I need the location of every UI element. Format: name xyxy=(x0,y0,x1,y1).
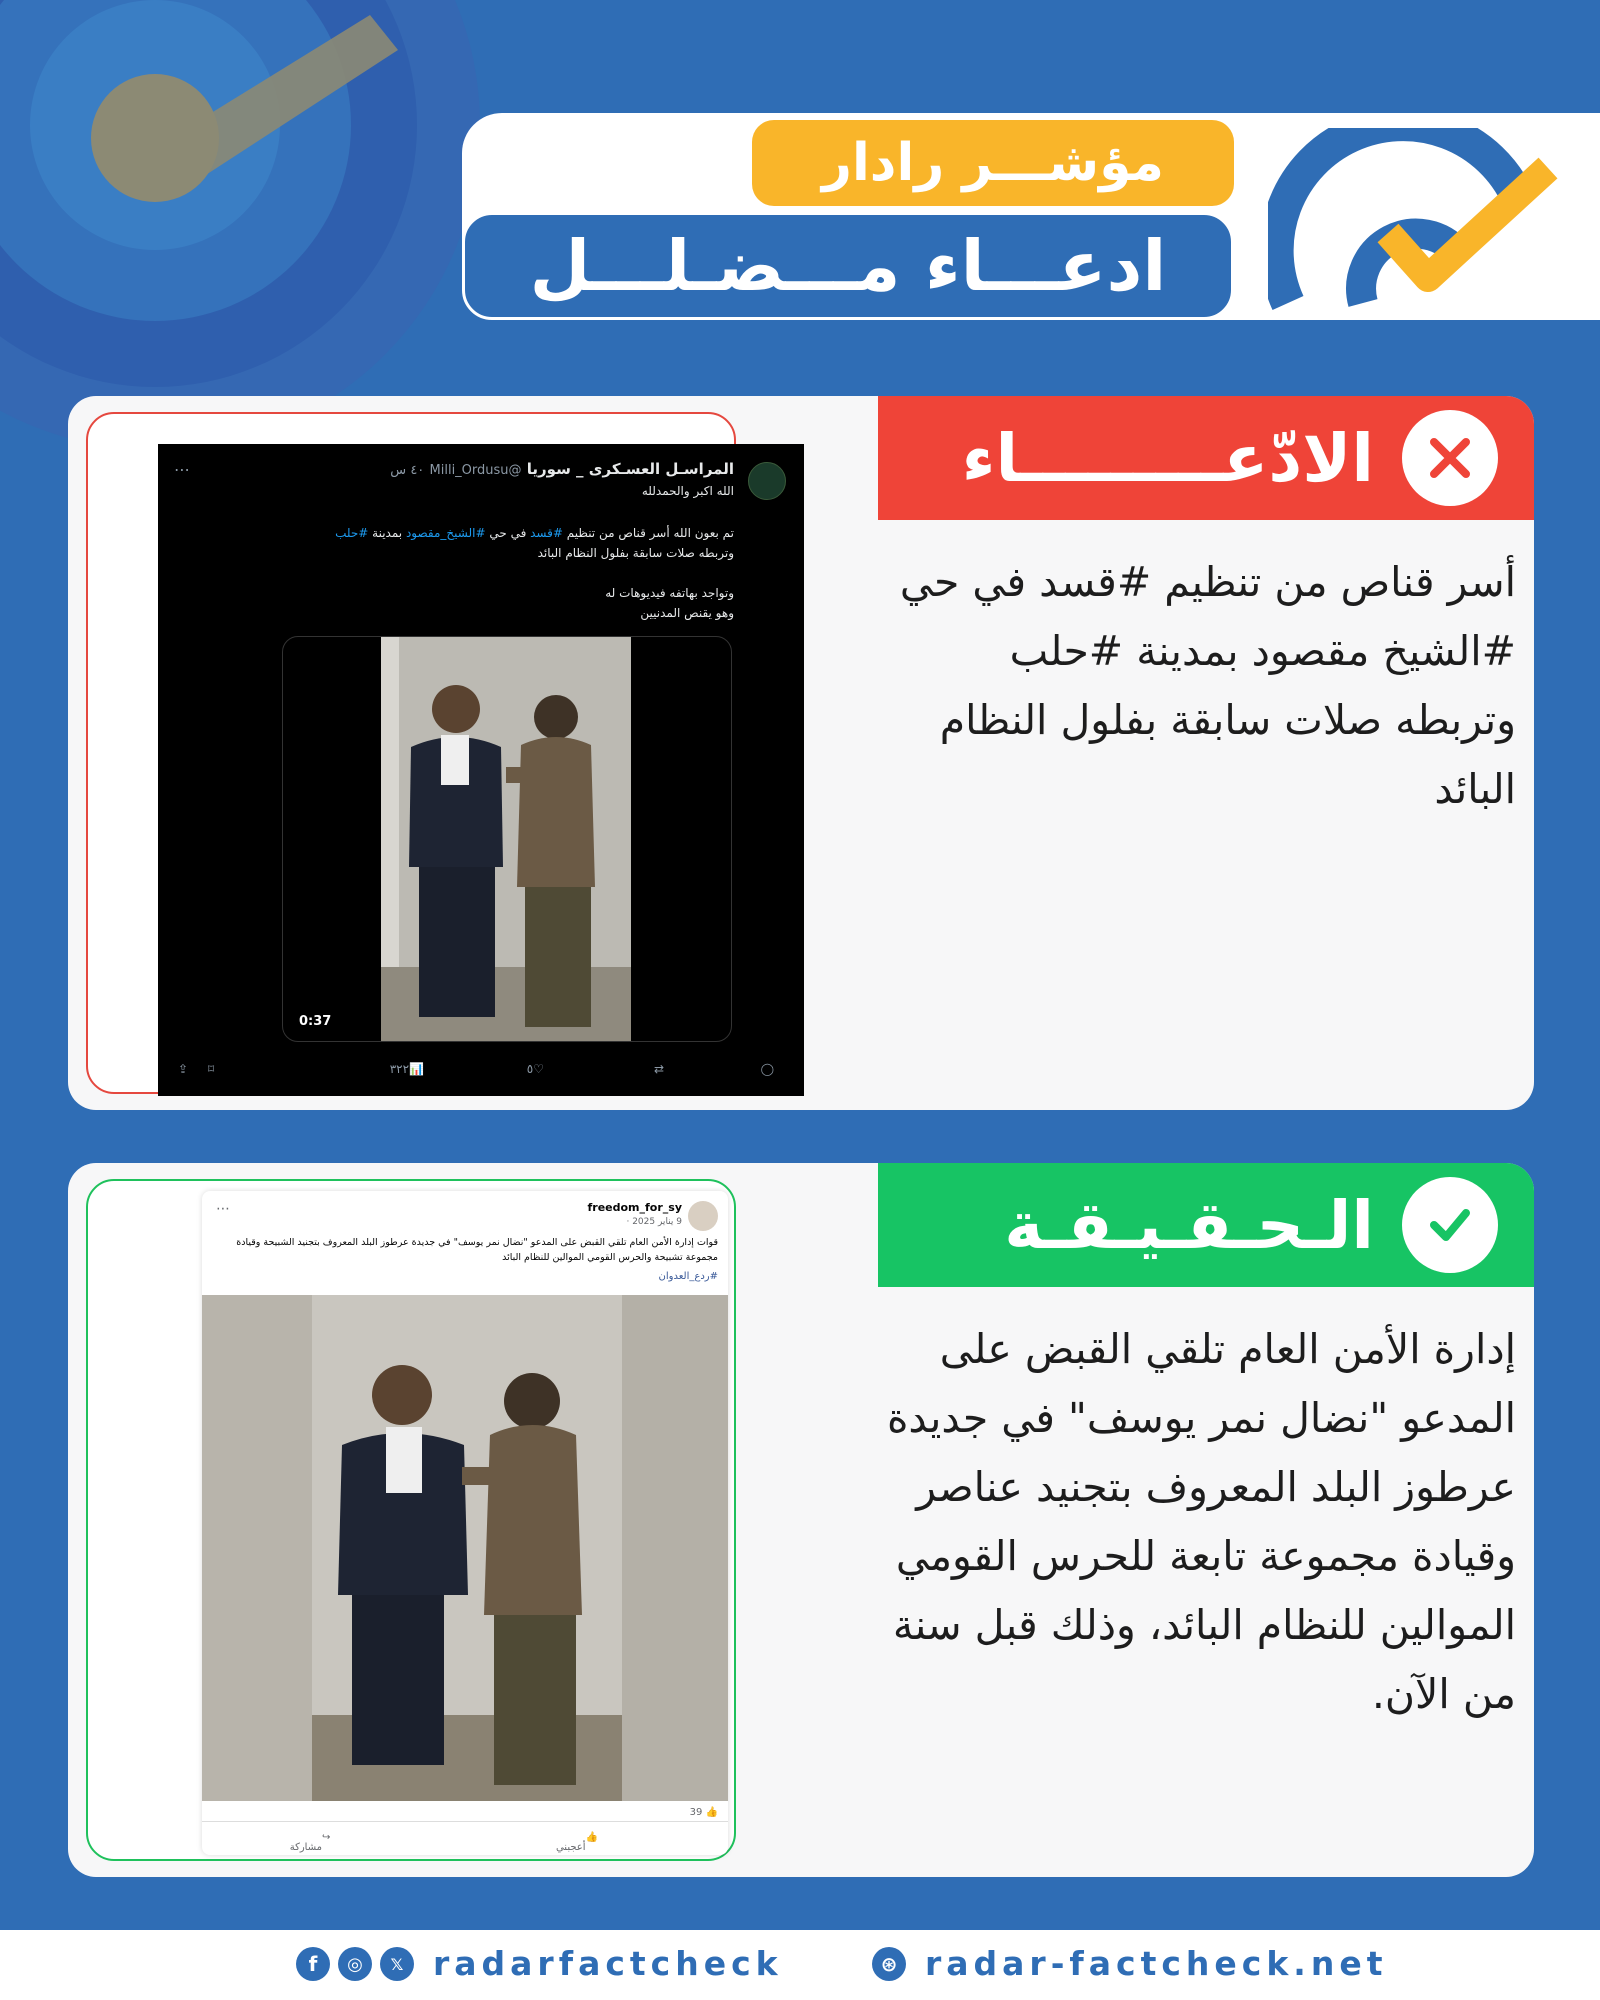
claim-tweet-screenshot xyxy=(158,444,804,1096)
fact-banner xyxy=(878,1163,1534,1287)
views-icon[interactable]: 📊 ٣٢٢ xyxy=(389,1062,424,1076)
share-icon[interactable]: ⇪ xyxy=(178,1062,189,1076)
tweet-author xyxy=(390,460,734,478)
claim-text: أسر قناص من تنظيم #قسد في حي #الشيخ مقصود بمدينة #حلب وتربطه صلات سابقة بفلول النظام البائد xyxy=(899,558,1516,813)
tweet-avatar xyxy=(748,462,786,500)
tweet-line-5: وهو يقنص المدنيين xyxy=(640,606,734,620)
retweet-icon[interactable]: ⇄ xyxy=(653,1062,664,1076)
post-date: 9 يناير 2025 · xyxy=(626,1217,682,1227)
x-icon[interactable]: 𝕏 xyxy=(380,1947,414,1981)
more-icon: ⋯ xyxy=(174,460,190,479)
fact-image-frame xyxy=(86,1179,736,1861)
tweet-line-4: وتواجد بهاتفه فيديوهات له xyxy=(605,586,734,600)
tweet-author-name: المراسـل العسـكرى _ سوريا xyxy=(526,460,734,478)
claim-card xyxy=(68,396,1534,1110)
website-link[interactable]: radar-factcheck.net xyxy=(925,1944,1388,1983)
facebook-icon[interactable]: f xyxy=(296,1947,330,1981)
claim-banner-label: الادّعـــــــــاء xyxy=(961,419,1374,497)
fact-card xyxy=(68,1163,1534,1877)
verdict-title: ادعـــاء مـــضـلـــل xyxy=(462,212,1234,320)
tweet-line-3: وتربطه صلات سابقة بفلول النظام البائد xyxy=(537,546,734,560)
post-actions xyxy=(202,1821,728,1855)
post-author: freedom_for_sy xyxy=(587,1201,682,1214)
post-text: قوات إدارة الأمن العام تلقي القبض على المدعو "نضال نمر يوسف" في جديدة عرطوز البلد المعروف بتجنيد الشبيحة وقيادة مجموعة تشبيحة والحرس القومي الموالين للنظام البائد xyxy=(236,1237,718,1263)
claim-image-frame xyxy=(86,412,774,1094)
tweet-time: ٤٠ س xyxy=(390,463,425,478)
like-icon[interactable]: ♡ ٥ xyxy=(526,1062,544,1076)
bookmark-icon[interactable]: ⌑ xyxy=(208,1062,215,1076)
radar-decoration xyxy=(0,0,480,450)
share-button[interactable]: ↪ مشاركة xyxy=(289,1832,331,1853)
tweet-line-1: الله اكبر والحمدلله xyxy=(641,484,734,498)
tweet-line-2: تم بعون الله أسر قناص من تنظيم #قسد في حي #الشيخ_مقصود بمدينة #حلب xyxy=(335,526,734,540)
tweet-actions xyxy=(178,1062,784,1082)
fact-text: إدارة الأمن العام تلقي القبض على المدعو "نضال نمر يوسف" في جديدة عرطوز البلد المعروف بتجنيد عناصر وقيادة مجموعة تابعة للحرس القومي الموالين للنظام البائد، وذلك قبل سنة من الآن. xyxy=(886,1325,1516,1718)
tweet-video[interactable] xyxy=(282,636,732,1042)
claim-banner xyxy=(878,396,1534,520)
post-photo[interactable] xyxy=(202,1295,728,1801)
check-mark-icon xyxy=(1402,1177,1498,1273)
post-reactions[interactable]: 39 👍 xyxy=(689,1807,718,1818)
video-frame-image xyxy=(282,637,731,1042)
social-handle[interactable]: radarfactcheck xyxy=(433,1944,783,1983)
reply-icon[interactable]: ◯ xyxy=(760,1062,774,1076)
post-hashtag[interactable]: #ردع_العدوان xyxy=(658,1271,718,1282)
post-avatar xyxy=(688,1201,718,1231)
footer xyxy=(0,1930,1600,2000)
x-mark-icon xyxy=(1402,410,1498,506)
instagram-icon[interactable]: ◎ xyxy=(338,1947,372,1981)
website-icon[interactable]: ⊛ xyxy=(872,1947,906,1981)
post-photo-image xyxy=(202,1295,728,1801)
video-duration: 0:37 xyxy=(299,1014,332,1029)
tweet-handle: @Milli_Ordusu xyxy=(429,463,522,478)
like-button[interactable]: 👍 أعجبني xyxy=(555,1832,598,1853)
fact-facebook-screenshot xyxy=(202,1191,728,1855)
more-icon[interactable]: ⋯ xyxy=(216,1201,230,1217)
brand-title: مؤشـــر رادار xyxy=(752,120,1234,206)
radar-check-logo xyxy=(1268,128,1568,313)
fact-banner-label: الـحـقـيـقـة xyxy=(1004,1186,1374,1264)
